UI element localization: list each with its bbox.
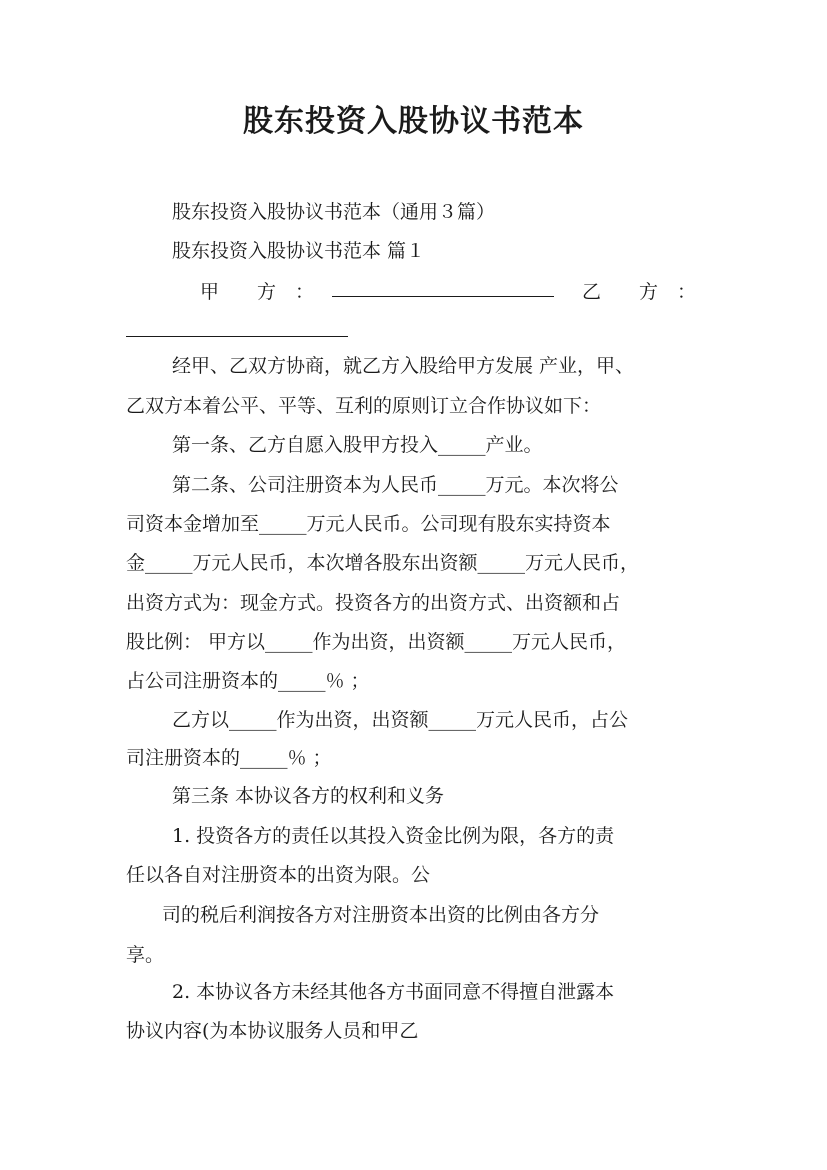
paragraph-line: 出资方式为：现金方式。投资各方的出资方式、出资额和占 bbox=[126, 592, 621, 614]
paragraph-line: 2. 本协议各方未经其他各方书面同意不得擅自泄露本 bbox=[172, 981, 615, 1003]
paragraph-line: 乙方以_____作为出资，出资额_____万元人民币，占公 bbox=[172, 709, 629, 731]
paragraph-line: 司注册资本的_____％ ； bbox=[126, 747, 332, 769]
paragraph-line: 1. 投资各方的责任以其投入资金比例为限，各方的责 bbox=[172, 825, 615, 847]
paragraph-line: 第一条、乙方自愿入股甲方投入_____产业。 bbox=[172, 434, 543, 456]
paragraph-line: 享。 bbox=[126, 944, 165, 966]
paragraph-line: 司资本金增加至_____万元人民币。公司现有股东实持资本 bbox=[126, 513, 611, 535]
paragraph-line: 股比例： 甲方以_____作为出资，出资额_____万元人民币， bbox=[126, 631, 627, 653]
paragraph-line: 金_____万元人民币，本次增各股东出资额_____万元人民币， bbox=[126, 552, 640, 574]
paragraph-line: 司的税后利润按各方对注册资本出资的比例由各方分 bbox=[162, 904, 600, 926]
party-a-label: 甲 方 ： bbox=[200, 281, 315, 303]
paragraph-line: 协议内容(为本协议服务人员和甲乙 bbox=[126, 1020, 419, 1042]
subtitle-line: 股东投资入股协议书范本（通用３篇） bbox=[172, 201, 496, 223]
article-heading: 第三条 本协议各方的权利和义务 bbox=[172, 785, 445, 807]
paragraph-line: 第二条、公司注册资本为人民币_____万元。本次将公 bbox=[172, 474, 619, 496]
party-a-blank bbox=[332, 296, 554, 297]
paragraph-line: 任以各自对注册资本的出资为限。公 bbox=[126, 864, 431, 886]
party-b-blank bbox=[126, 336, 348, 337]
paragraph-line: 占公司注册资本的_____％ ； bbox=[126, 670, 370, 692]
document-title: 股东投资入股协议书范本 bbox=[243, 104, 584, 139]
section-heading: 股东投资入股协议书范本 篇１ bbox=[172, 240, 426, 262]
paragraph-line: 乙双方本着公平、平等、互利的原则订立合作协议如下： bbox=[126, 395, 602, 417]
paragraph-line: 经甲、乙双方协商，就乙方入股给甲方发展 产业，甲、 bbox=[172, 355, 635, 377]
party-b-label: 乙 方 ： bbox=[582, 281, 697, 303]
